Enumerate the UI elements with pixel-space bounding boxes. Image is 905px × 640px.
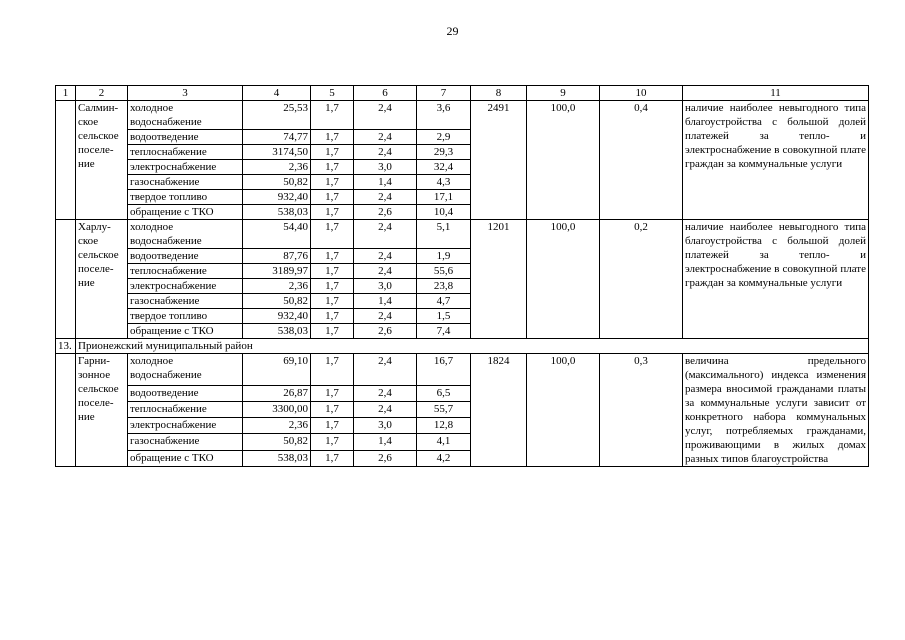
value-col5: 1,7 xyxy=(311,385,354,401)
value-col7: 6,5 xyxy=(417,385,471,401)
value-col5: 1,7 xyxy=(311,418,354,434)
value-col7: 4,1 xyxy=(417,434,471,450)
note-text: наличие наиболее невыгодного типа благоустройства с большой долей платежей за тепло- и электроснабжение в совокупной плате граждан за коммунальные услуги xyxy=(683,220,869,339)
value-col7: 4,2 xyxy=(417,450,471,466)
value-col7: 17,1 xyxy=(417,190,471,205)
header-cell: 6 xyxy=(354,86,417,101)
value-col6: 2,4 xyxy=(354,145,417,160)
value-col8: 1824 xyxy=(471,354,527,467)
value-col7: 12,8 xyxy=(417,418,471,434)
settlement-name: Салмин-ское сельское поселе-ние xyxy=(76,101,128,220)
header-row xyxy=(56,86,869,101)
service-name: водоотведение xyxy=(128,130,243,145)
value-col6: 2,4 xyxy=(354,385,417,401)
service-name: электроснабжение xyxy=(128,279,243,294)
value-col4: 3174,50 xyxy=(243,145,311,160)
value-col7: 7,4 xyxy=(417,324,471,339)
service-name: холодное водоснабжение xyxy=(128,354,243,386)
value-col7: 55,7 xyxy=(417,401,471,417)
header-cell: 11 xyxy=(683,86,869,101)
value-col9: 100,0 xyxy=(527,354,600,467)
value-col7: 1,9 xyxy=(417,249,471,264)
service-name: теплоснабжение xyxy=(128,264,243,279)
header-cell: 8 xyxy=(471,86,527,101)
value-col4: 50,82 xyxy=(243,434,311,450)
header-cell: 1 xyxy=(56,86,76,101)
value-col6: 2,4 xyxy=(354,220,417,249)
value-col4: 538,03 xyxy=(243,324,311,339)
value-col5: 1,7 xyxy=(311,249,354,264)
settlement-name: Харлу-ское сельское поселе-ние xyxy=(76,220,128,339)
service-name: обращение с ТКО xyxy=(128,205,243,220)
value-col6: 2,4 xyxy=(354,249,417,264)
value-col4: 538,03 xyxy=(243,205,311,220)
value-col4: 50,82 xyxy=(243,294,311,309)
value-col7: 55,6 xyxy=(417,264,471,279)
value-col4: 932,40 xyxy=(243,309,311,324)
service-name: твердое топливо xyxy=(128,309,243,324)
value-col6: 3,0 xyxy=(354,418,417,434)
value-col4: 932,40 xyxy=(243,190,311,205)
table-row xyxy=(56,354,869,386)
service-name: теплоснабжение xyxy=(128,401,243,417)
value-col7: 16,7 xyxy=(417,354,471,386)
value-col5: 1,7 xyxy=(311,130,354,145)
value-col6: 2,4 xyxy=(354,130,417,145)
value-col7: 4,7 xyxy=(417,294,471,309)
value-col7: 23,8 xyxy=(417,279,471,294)
settlement-name: Гарни-зонное сельское поселе-ние xyxy=(76,354,128,467)
table-row xyxy=(56,101,869,130)
value-col5: 1,7 xyxy=(311,190,354,205)
service-name: водоотведение xyxy=(128,249,243,264)
value-col7: 29,3 xyxy=(417,145,471,160)
value-col10: 0,2 xyxy=(600,220,683,339)
value-col5: 1,7 xyxy=(311,309,354,324)
table-row xyxy=(56,220,869,249)
value-col9: 100,0 xyxy=(527,220,600,339)
value-col7: 3,6 xyxy=(417,101,471,130)
service-name: водоотведение xyxy=(128,385,243,401)
value-col6: 2,6 xyxy=(354,450,417,466)
value-col5: 1,7 xyxy=(311,101,354,130)
value-col6: 3,0 xyxy=(354,279,417,294)
value-col8: 1201 xyxy=(471,220,527,339)
value-col6: 2,4 xyxy=(354,354,417,386)
service-name: твердое топливо xyxy=(128,190,243,205)
value-col4: 26,87 xyxy=(243,385,311,401)
value-col6: 2,4 xyxy=(354,309,417,324)
service-name: теплоснабжение xyxy=(128,145,243,160)
value-col10: 0,4 xyxy=(600,101,683,220)
section-row xyxy=(56,339,869,354)
row-number-cell xyxy=(56,354,76,467)
value-col6: 2,4 xyxy=(354,401,417,417)
value-col7: 2,9 xyxy=(417,130,471,145)
value-col5: 1,7 xyxy=(311,264,354,279)
value-col8: 2491 xyxy=(471,101,527,220)
value-col5: 1,7 xyxy=(311,450,354,466)
header-cell: 5 xyxy=(311,86,354,101)
value-col4: 3189,97 xyxy=(243,264,311,279)
value-col4: 2,36 xyxy=(243,160,311,175)
section-title: Прионежский муниципальный район xyxy=(76,339,869,354)
service-name: холодное водоснабжение xyxy=(128,101,243,130)
value-col4: 25,53 xyxy=(243,101,311,130)
note-text: величина предельного (максимального) индекса изменения размера вносимой гражданами платы за коммунальные услуги зависит от конкретного набора коммунальных услуг, потребляемых гражданами, проживающими в жилых домах разных типов благоустройства xyxy=(683,354,869,467)
service-name: газоснабжение xyxy=(128,294,243,309)
header-cell: 10 xyxy=(600,86,683,101)
value-col10: 0,3 xyxy=(600,354,683,467)
value-col5: 1,7 xyxy=(311,160,354,175)
value-col7: 32,4 xyxy=(417,160,471,175)
value-col5: 1,7 xyxy=(311,324,354,339)
header-cell: 9 xyxy=(527,86,600,101)
service-name: газоснабжение xyxy=(128,175,243,190)
section-number: 13. xyxy=(56,339,76,354)
value-col5: 1,7 xyxy=(311,279,354,294)
row-number-cell xyxy=(56,220,76,339)
header-cell: 7 xyxy=(417,86,471,101)
value-col6: 3,0 xyxy=(354,160,417,175)
row-number-cell xyxy=(56,101,76,220)
value-col4: 87,76 xyxy=(243,249,311,264)
tariff-table xyxy=(55,85,869,467)
value-col6: 1,4 xyxy=(354,294,417,309)
value-col5: 1,7 xyxy=(311,354,354,386)
value-col6: 2,6 xyxy=(354,205,417,220)
value-col6: 1,4 xyxy=(354,175,417,190)
value-col6: 1,4 xyxy=(354,434,417,450)
value-col9: 100,0 xyxy=(527,101,600,220)
value-col6: 2,4 xyxy=(354,190,417,205)
value-col5: 1,7 xyxy=(311,294,354,309)
value-col4: 50,82 xyxy=(243,175,311,190)
value-col4: 2,36 xyxy=(243,418,311,434)
note-text: наличие наиболее невыгодного типа благоустройства с большой долей платежей за тепло- и электроснабжение в совокупной плате граждан за коммунальные услуги xyxy=(683,101,869,220)
value-col4: 74,77 xyxy=(243,130,311,145)
value-col4: 538,03 xyxy=(243,450,311,466)
header-cell: 4 xyxy=(243,86,311,101)
value-col4: 3300,00 xyxy=(243,401,311,417)
value-col5: 1,7 xyxy=(311,401,354,417)
service-name: электроснабжение xyxy=(128,418,243,434)
value-col5: 1,7 xyxy=(311,175,354,190)
service-name: обращение с ТКО xyxy=(128,324,243,339)
header-cell: 3 xyxy=(128,86,243,101)
value-col5: 1,7 xyxy=(311,434,354,450)
service-name: газоснабжение xyxy=(128,434,243,450)
service-name: холодное водоснабжение xyxy=(128,220,243,249)
value-col6: 2,4 xyxy=(354,101,417,130)
value-col7: 10,4 xyxy=(417,205,471,220)
value-col7: 4,3 xyxy=(417,175,471,190)
value-col4: 54,40 xyxy=(243,220,311,249)
value-col6: 2,6 xyxy=(354,324,417,339)
value-col5: 1,7 xyxy=(311,205,354,220)
page-number: 29 xyxy=(446,24,459,38)
value-col7: 1,5 xyxy=(417,309,471,324)
service-name: обращение с ТКО xyxy=(128,450,243,466)
header-cell: 2 xyxy=(76,86,128,101)
value-col4: 2,36 xyxy=(243,279,311,294)
service-name: электроснабжение xyxy=(128,160,243,175)
value-col5: 1,7 xyxy=(311,145,354,160)
value-col5: 1,7 xyxy=(311,220,354,249)
value-col7: 5,1 xyxy=(417,220,471,249)
value-col6: 2,4 xyxy=(354,264,417,279)
value-col4: 69,10 xyxy=(243,354,311,386)
